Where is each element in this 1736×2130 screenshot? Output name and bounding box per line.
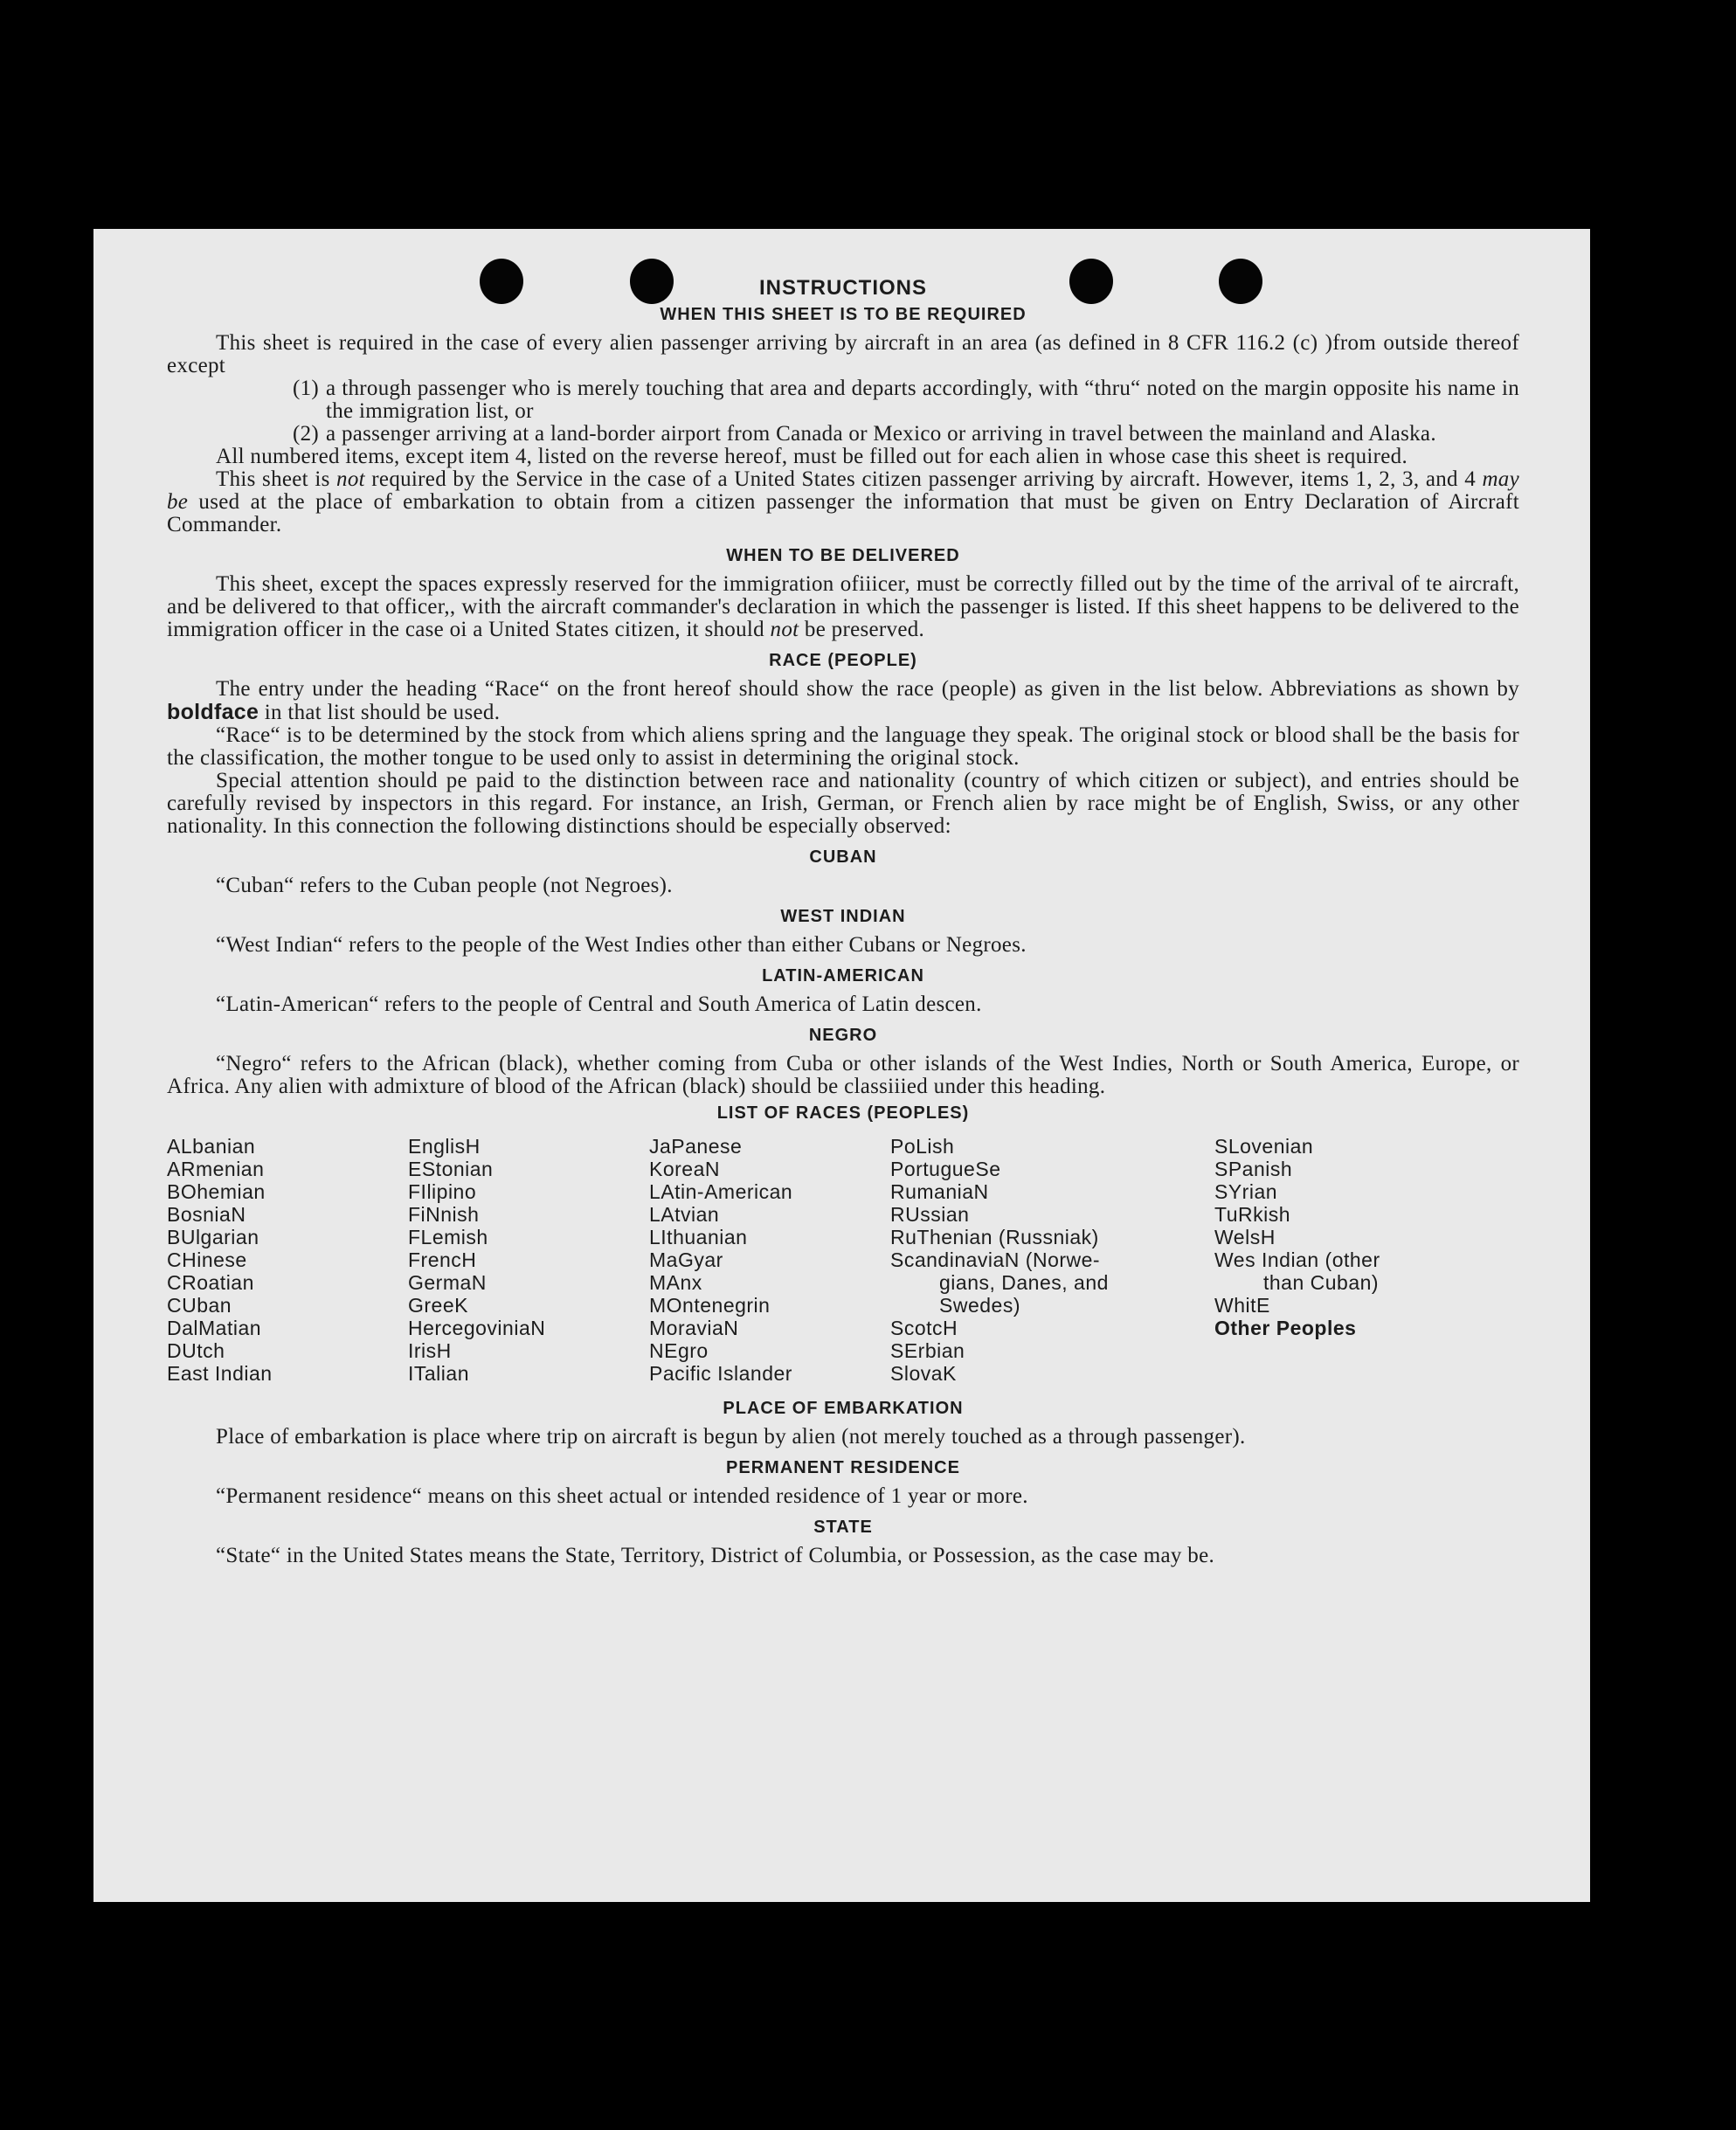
race-list-item: SErbian — [890, 1339, 965, 1362]
state-para: “State“ in the United States means the State, Territory, District of Columbia, or Possession, as the case may be. — [216, 1544, 1215, 1567]
text-run: required by the Service in the case of a United States citizen passenger arriving by aircraft. However, items 1, 2, 3, and 4 — [364, 467, 1483, 491]
race-list-item: SLovenian — [1214, 1135, 1314, 1158]
race-list-item: LAtvian — [649, 1203, 720, 1226]
race-list-item: ITalian — [408, 1362, 469, 1385]
race-list-column — [1214, 1135, 1380, 1385]
delivered-para — [167, 573, 1519, 641]
race-list-item: ScandinaviaN (Norwe- — [890, 1248, 1101, 1271]
race-list-item: East Indian — [167, 1362, 273, 1385]
race-list-item: BOhemian — [167, 1180, 266, 1203]
race-list-item: FIlipino — [408, 1180, 477, 1203]
text-run: The entry under the heading “Race“ on the front hereof should show the race (people) as given in the list below. Abbreviations as shown by — [216, 677, 1519, 701]
race-list-item: MoraviaN — [649, 1317, 739, 1339]
race-list-item: GermaN — [408, 1271, 487, 1294]
race-list-item: WelsH — [1214, 1226, 1276, 1248]
text-run: in that list should be used. — [259, 701, 501, 724]
race-list-item: LIthuanian — [649, 1226, 748, 1248]
section-heading-cuban: CUBAN — [809, 847, 877, 867]
item-number: (2) — [293, 422, 320, 446]
race-list-item: RuThenian (Russniak) — [890, 1226, 1099, 1248]
section-heading-required: WHEN THIS SHEET IS TO BE REQUIRED — [660, 305, 1027, 324]
race-list-item: BosniaN — [167, 1203, 246, 1226]
race-list-item: MaGyar — [649, 1248, 723, 1271]
text-run: used at the place of embarkation to obtain from a citizen passenger the information that must be given on Entry Declaration of Aircraft Commander. — [167, 490, 1519, 536]
race-list-item: than Cuban) — [1263, 1271, 1380, 1294]
section-heading-delivered: WHEN TO BE DELIVERED — [726, 546, 960, 565]
text-emphasis: not — [770, 618, 799, 641]
race-list-item: EnglisH — [408, 1135, 481, 1158]
race-list-item: CRoatian — [167, 1271, 254, 1294]
race-list-item: KoreaN — [649, 1158, 720, 1180]
race-list-column — [890, 1135, 1214, 1385]
race-para-3: Special attention should pe paid to the distinction between race and nationality (country of which citizen or subject), and entries should be carefully revised by inspectors in this regard. For instance, an Irish, German, or French alien by race might be of English, Swiss, or any other nationality. In this connection the following distinctions should be especially observed: — [167, 769, 1519, 838]
required-item-1 — [167, 377, 1519, 423]
section-heading-west-indian: WEST INDIAN — [780, 907, 906, 926]
race-list-item: PoLish — [890, 1135, 955, 1158]
race-list-item: FLemish — [408, 1226, 488, 1248]
race-list-item: ARmenian — [167, 1158, 265, 1180]
negro-para: “Negro“ refers to the African (black), whether coming from Cuba or other islands of the West Indies, North or South America, Europe, or Africa. Any alien with admixture of blood of the African (black) should be classiiied under this heading. — [167, 1052, 1519, 1098]
text-emphasis: not — [336, 467, 365, 491]
race-list-item: SYrian — [1214, 1180, 1278, 1203]
cuban-para: “Cuban“ refers to the Cuban people (not Negroes). — [216, 874, 673, 897]
race-list-item: LAtin-American — [649, 1180, 793, 1203]
race-list-column — [649, 1135, 890, 1385]
text-emphasis: may be — [167, 467, 1519, 514]
required-para-2: All numbered items, except item 4, listed on the reverse hereof, must be filled out for each alien in whose case this sheet is required. — [216, 445, 1407, 468]
race-list-item: MAnx — [649, 1271, 702, 1294]
instruction-sheet — [93, 229, 1590, 1902]
race-list-item: DUtch — [167, 1339, 225, 1362]
race-list-item: HercegoviniaN — [408, 1317, 546, 1339]
section-heading-race-list: LIST OF RACES (PEOPLES) — [716, 1103, 970, 1123]
latin-american-para: “Latin-American“ refers to the people of Central and South America of Latin descen. — [216, 992, 982, 1016]
race-list-item: SlovaK — [890, 1362, 957, 1385]
race-list-item: Wes Indian (other — [1214, 1248, 1380, 1271]
punch-hole — [480, 259, 523, 304]
race-list-item: BUlgarian — [167, 1226, 259, 1248]
page-title: INSTRUCTIONS — [759, 276, 927, 300]
text-bold: boldface — [167, 700, 259, 724]
race-list-item: DalMatian — [167, 1317, 262, 1339]
item-text: a passenger arriving at a land-border airport from Canada or Mexico or arriving in travel between the mainland and Alaska. — [326, 422, 1436, 446]
race-list-item: Pacific Islander — [649, 1362, 792, 1385]
text-run: This sheet, except the spaces expressly reserved for the immigration ofiiicer, must be correctly filled out by the time of the arrival of te aircraft, and be delivered to that officer,, with the aircraft commander's declaration in which the passenger is listed. If this sheet happens to be delivered to the immigration officer in the case oi a United States citizen, it should — [167, 572, 1519, 641]
race-list-item: SPanish — [1214, 1158, 1293, 1180]
race-list-item: CUban — [167, 1294, 232, 1317]
punch-hole — [1069, 259, 1113, 304]
race-list-item: TuRkish — [1214, 1203, 1290, 1226]
race-list-item: RumaniaN — [890, 1180, 989, 1203]
race-list-item: WhitE — [1214, 1294, 1270, 1317]
race-list-item: FiNnish — [408, 1203, 480, 1226]
west-indian-para: “West Indian“ refers to the people of the West Indies other than either Cubans or Negroes. — [216, 933, 1027, 957]
embarkation-para: Place of embarkation is place where trip on aircraft is begun by alien (not merely touched as a through passenger). — [216, 1425, 1246, 1449]
race-list-item: Other Peoples — [1214, 1317, 1357, 1339]
race-list-item: GreeK — [408, 1294, 468, 1317]
race-para-1 — [167, 678, 1519, 724]
section-heading-residence: PERMANENT RESIDENCE — [726, 1458, 960, 1477]
race-list-item: Swedes) — [939, 1294, 1020, 1317]
race-list-item: IrisH — [408, 1339, 452, 1362]
race-list-column — [167, 1135, 408, 1385]
item-number: (1) — [293, 377, 320, 400]
race-list-item: ScotcH — [890, 1317, 958, 1339]
text-run: be preserved. — [799, 618, 925, 641]
race-list-item: RUssian — [890, 1203, 970, 1226]
race-list-item: FrencH — [408, 1248, 477, 1271]
race-list-item: ALbanian — [167, 1135, 256, 1158]
residence-para: “Permanent residence“ means on this sheet actual or intended residence of 1 year or more. — [216, 1484, 1028, 1508]
race-list-item: EStonian — [408, 1158, 494, 1180]
required-item-2 — [167, 423, 1519, 446]
text-run: This sheet is — [216, 467, 337, 491]
section-heading-embarkation: PLACE OF EMBARKATION — [723, 1399, 964, 1418]
item-text: a through passenger who is merely touching that area and departs accordingly, with “thru“ noted on the margin opposite his name in the immigration list, or — [326, 377, 1519, 423]
race-para-2: “Race“ is to be determined by the stock from which aliens spring and the language they speak. The original stock or blood shall be the basis for the classification, the mother tongue to be used only to assist in determining the original stock. — [167, 723, 1519, 770]
race-list-item: JaPanese — [649, 1135, 743, 1158]
race-list — [167, 1135, 1519, 1385]
section-heading-latin-american: LATIN-AMERICAN — [762, 966, 924, 985]
race-list-item: NEgro — [649, 1339, 709, 1362]
punch-hole — [630, 259, 674, 304]
race-list-item: PortugueSe — [890, 1158, 1001, 1180]
race-list-item: gians, Danes, and — [939, 1271, 1109, 1294]
section-heading-negro: NEGRO — [808, 1026, 878, 1045]
required-para-3 — [167, 468, 1519, 536]
race-list-item: CHinese — [167, 1248, 247, 1271]
required-intro: This sheet is required in the case of every alien passenger arriving by aircraft in an area (as defined in 8 CFR 116.2 (c) )from outside thereof except — [167, 331, 1519, 377]
section-heading-state: STATE — [813, 1518, 873, 1537]
section-heading-race: RACE (PEOPLE) — [769, 651, 917, 670]
punch-hole — [1219, 259, 1262, 304]
race-list-item: MOntenegrin — [649, 1294, 771, 1317]
race-list-column — [408, 1135, 649, 1385]
